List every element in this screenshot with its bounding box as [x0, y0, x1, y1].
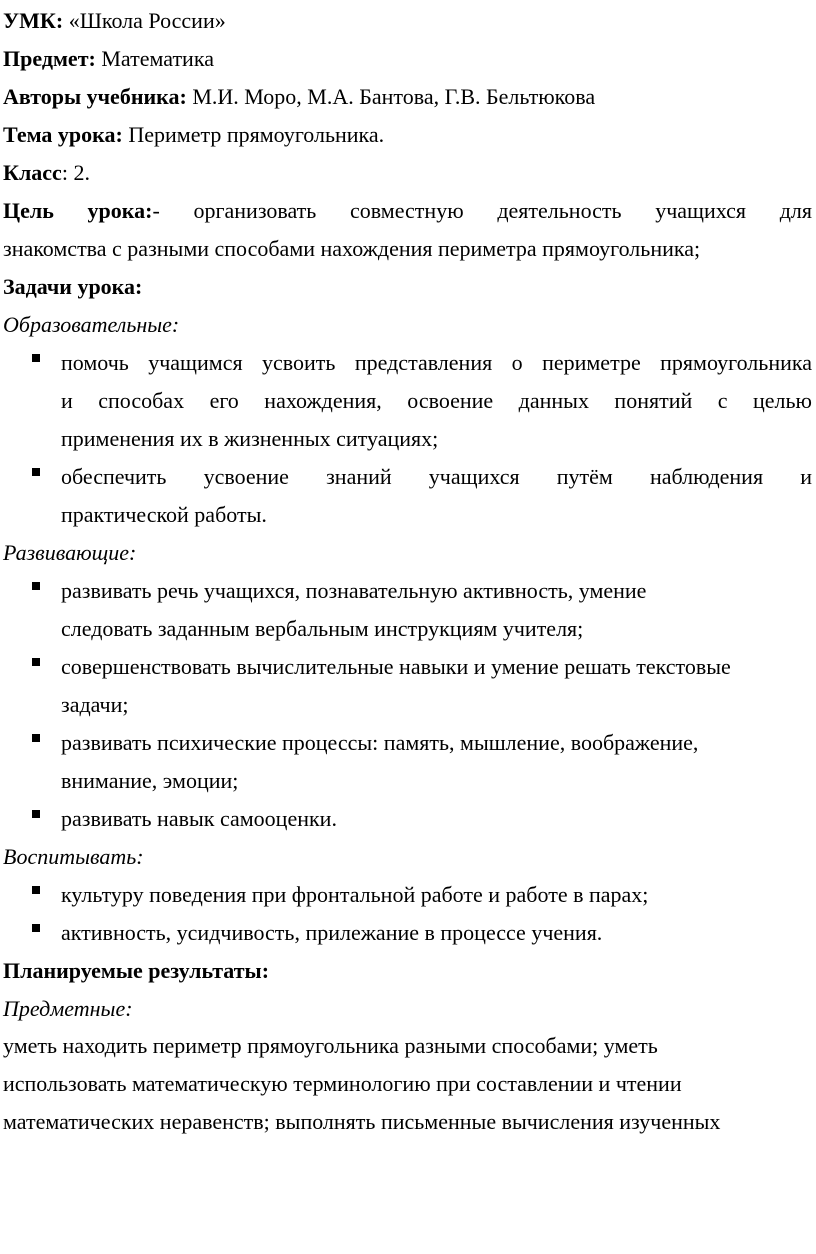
list-item [3, 876, 812, 914]
list-item [3, 344, 812, 458]
results-line-2: использовать математическую терминологию при составлении и чтении [3, 1071, 682, 1096]
list-item-line: следовать заданным вербальным инструкциям учителя; [61, 616, 584, 641]
goal-text-1: - организовать совместную деятельность учащихся для [152, 198, 813, 223]
list-item-line: практической работы. [61, 502, 267, 527]
list-item [3, 572, 812, 648]
square-bullet-icon [32, 658, 40, 666]
developing-heading: Развивающие: [3, 540, 137, 565]
square-bullet-icon [32, 886, 40, 894]
umk-label: УМК: [3, 8, 64, 33]
list-item-line: культуру поведения при фронтальной работе и работе в парах; [61, 882, 649, 907]
list-item [3, 914, 812, 952]
authors-value: М.И. Моро, М.А. Бантова, Г.В. Бельтюкова [186, 84, 596, 109]
subject-results-heading: Предметные: [3, 996, 133, 1021]
authors-line [3, 78, 812, 116]
square-bullet-icon [32, 582, 40, 590]
square-bullet-icon [32, 924, 40, 932]
educational-heading: Образовательные: [3, 312, 180, 337]
topic-value: Периметр прямоугольника. [122, 122, 385, 147]
square-bullet-icon [32, 734, 40, 742]
topic-line [3, 116, 812, 154]
results-line-3: математических неравенств; выполнять письменные вычисления изученных [3, 1109, 721, 1134]
subject-line [3, 40, 812, 78]
list-item-line: развивать навык самооценки. [61, 806, 337, 831]
grade-label: Класс [3, 160, 62, 185]
list-item [3, 724, 812, 800]
upbringing-heading: Воспитывать: [3, 844, 144, 869]
list-item-line: обеспечить усвоение знаний учащихся путём наблюдения и [61, 464, 812, 489]
authors-label: Авторы учебника: [3, 84, 187, 109]
goal-line-2 [3, 230, 812, 268]
tasks-heading: Задачи урока: [3, 274, 143, 299]
square-bullet-icon [32, 810, 40, 818]
list-item [3, 800, 812, 838]
list-item-line: развивать психические процессы: память, мышление, воображение, [61, 730, 699, 755]
developing-list [3, 572, 812, 838]
subject-label: Предмет: [3, 46, 96, 71]
topic-label: Тема урока: [3, 122, 123, 147]
list-item-line: развивать речь учащихся, познавательную активность, умение [61, 578, 647, 603]
goal-text-2: знакомства с разными способами нахождения периметра прямоугольника; [3, 236, 701, 261]
list-item-line: применения их в жизненных ситуациях; [61, 426, 439, 451]
list-item-line: помочь учащимся усвоить представления о периметре прямоугольника [61, 350, 812, 375]
educational-list [3, 344, 812, 534]
list-item [3, 648, 812, 724]
results-heading: Планируемые результаты: [3, 958, 270, 983]
grade-value: : 2. [61, 160, 90, 185]
upbringing-list [3, 876, 812, 952]
goal-line-1 [3, 192, 812, 230]
list-item-line: задачи; [61, 692, 129, 717]
list-item-line: активность, усидчивость, прилежание в процессе учения. [61, 920, 603, 945]
umk-line [3, 2, 812, 40]
goal-label: Цель урока: [3, 198, 153, 223]
list-item-line: совершенствовать вычислительные навыки и умение решать текстовые [61, 654, 731, 679]
list-item-line: и способах его нахождения, освоение данных понятий с целью [61, 388, 812, 413]
square-bullet-icon [32, 468, 40, 476]
list-item [3, 458, 812, 534]
grade-line [3, 154, 812, 192]
subject-value: Математика [95, 46, 214, 71]
list-item-line: внимание, эмоции; [61, 768, 239, 793]
results-line-1: уметь находить периметр прямоугольника разными способами; уметь [3, 1033, 658, 1058]
square-bullet-icon [32, 354, 40, 362]
umk-value: «Школа России» [63, 8, 226, 33]
